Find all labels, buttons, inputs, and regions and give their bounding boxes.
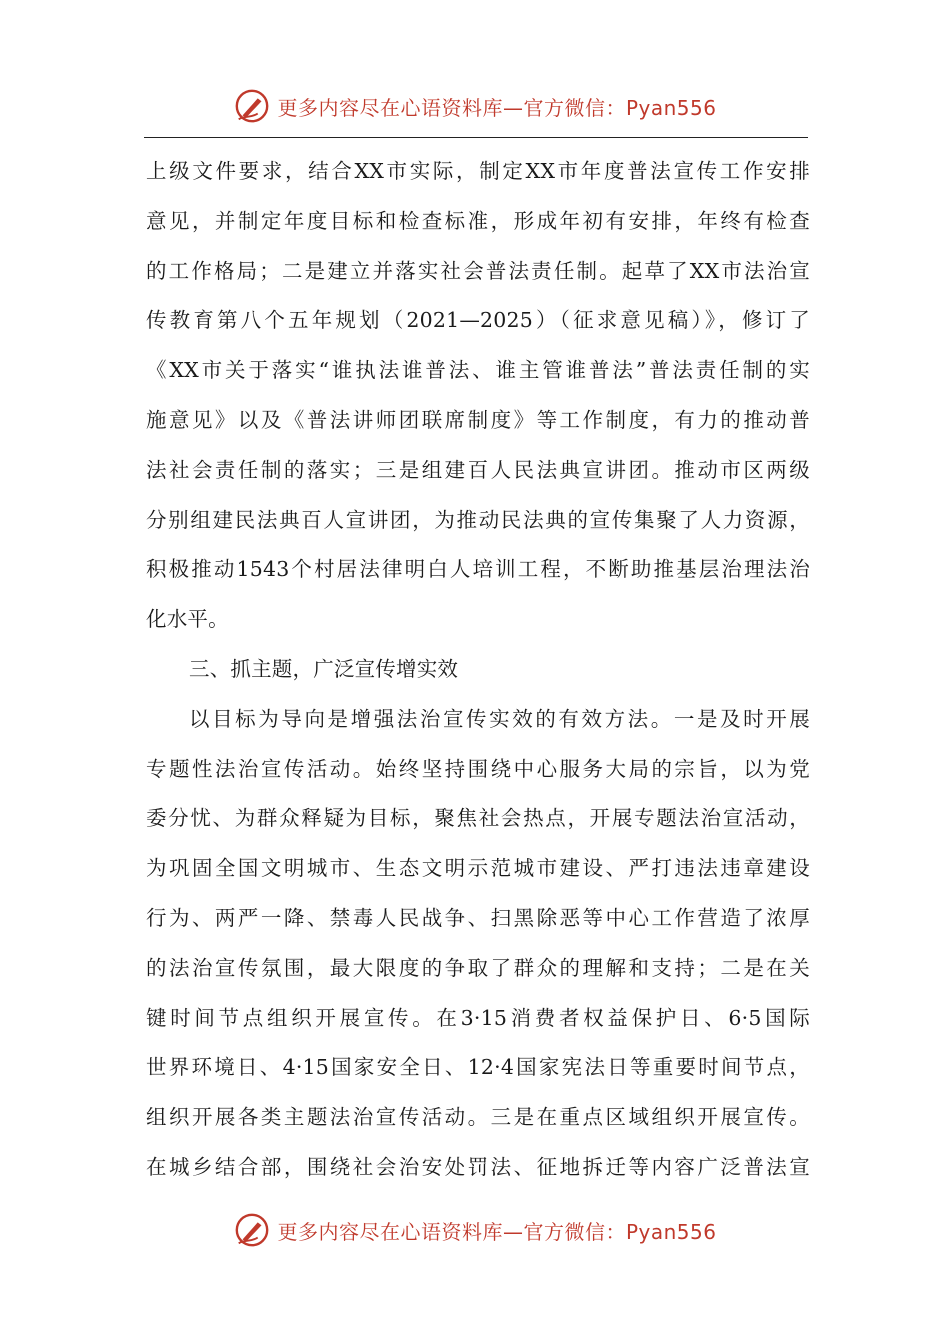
text-line: 行为、两严一降、禁毒人民战争、扫黑除恶等中心工作营造了浓厚 <box>146 905 810 930</box>
watermark-text: 更多内容尽在心语资料库—官方微信：Pyan556 <box>277 95 717 120</box>
text-line: 意见，并制定年度目标和检查标准，形成年初有安排，年终有检查 <box>146 208 810 233</box>
footer-watermark <box>0 1210 950 1250</box>
text-line: 的法治宣传氛围，最大限度的争取了群众的理解和支持；二是在关 <box>146 955 810 980</box>
text-line: 《XX市关于落实“谁执法谁普法、谁主管谁普法”普法责任制的实 <box>146 358 810 383</box>
text-line: 施意见》以及《普法讲师团联席制度》等工作制度，有力的推动普 <box>146 407 810 432</box>
text-line: 积极推动1543个村居法律明白人培训工程，不断助推基层治理法治 <box>146 557 810 582</box>
text-line: 组织开展各类主题法治宣传活动。三是在重点区域组织开展宣传。 <box>146 1105 810 1130</box>
pen-logo-icon <box>233 1211 271 1249</box>
text-line: 上级文件要求，结合XX市实际，制定XX市年度普法宣传工作安排 <box>146 159 810 183</box>
text-line: 键时间节点组织开展宣传。在3·15消费者权益保护日、6·5国际 <box>146 1005 810 1030</box>
text-line: 在城乡结合部，围绕社会治安处罚法、征地拆迁等内容广泛普法宣 <box>146 1154 810 1179</box>
header-watermark <box>0 86 950 126</box>
text-line: 为巩固全国文明城市、生态文明示范城市建设、严打违法违章建设 <box>146 856 810 881</box>
text-line: 的工作格局；二是建立并落实社会普法责任制。起草了XX市法治宣 <box>146 258 810 283</box>
watermark-text: 更多内容尽在心语资料库—官方微信：Pyan556 <box>277 1219 717 1244</box>
text-line: 化水平。 <box>146 607 229 632</box>
pen-logo-icon <box>233 87 271 125</box>
text-line: 分别组建民法典百人宣讲团，为推动民法典的宣传集聚了人力资源， <box>146 507 810 532</box>
text-line: 委分忧、为群众释疑为目标，聚焦社会热点，开展专题法治宣活动， <box>146 806 810 831</box>
text-line: 法社会责任制的落实；三是组建百人民法典宣讲团。推动市区两级 <box>146 457 810 482</box>
text-line: 三、抓主题，广泛宣传增实效 <box>189 656 459 681</box>
document-body <box>146 147 810 1193</box>
header-rule <box>144 137 808 138</box>
text-line: 世界环境日、4·15国家安全日、12·4国家宪法日等重要时间节点， <box>146 1055 810 1080</box>
text-line: 以目标为导向是增强法治宣传实效的有效方法。一是及时开展 <box>189 706 810 731</box>
text-line: 传教育第八个五年规划（2021—2025）（征求意见稿）》，修订了 <box>146 308 810 333</box>
text-line: 专题性法治宣传活动。始终坚持围绕中心服务大局的宗旨，以为党 <box>146 756 810 781</box>
